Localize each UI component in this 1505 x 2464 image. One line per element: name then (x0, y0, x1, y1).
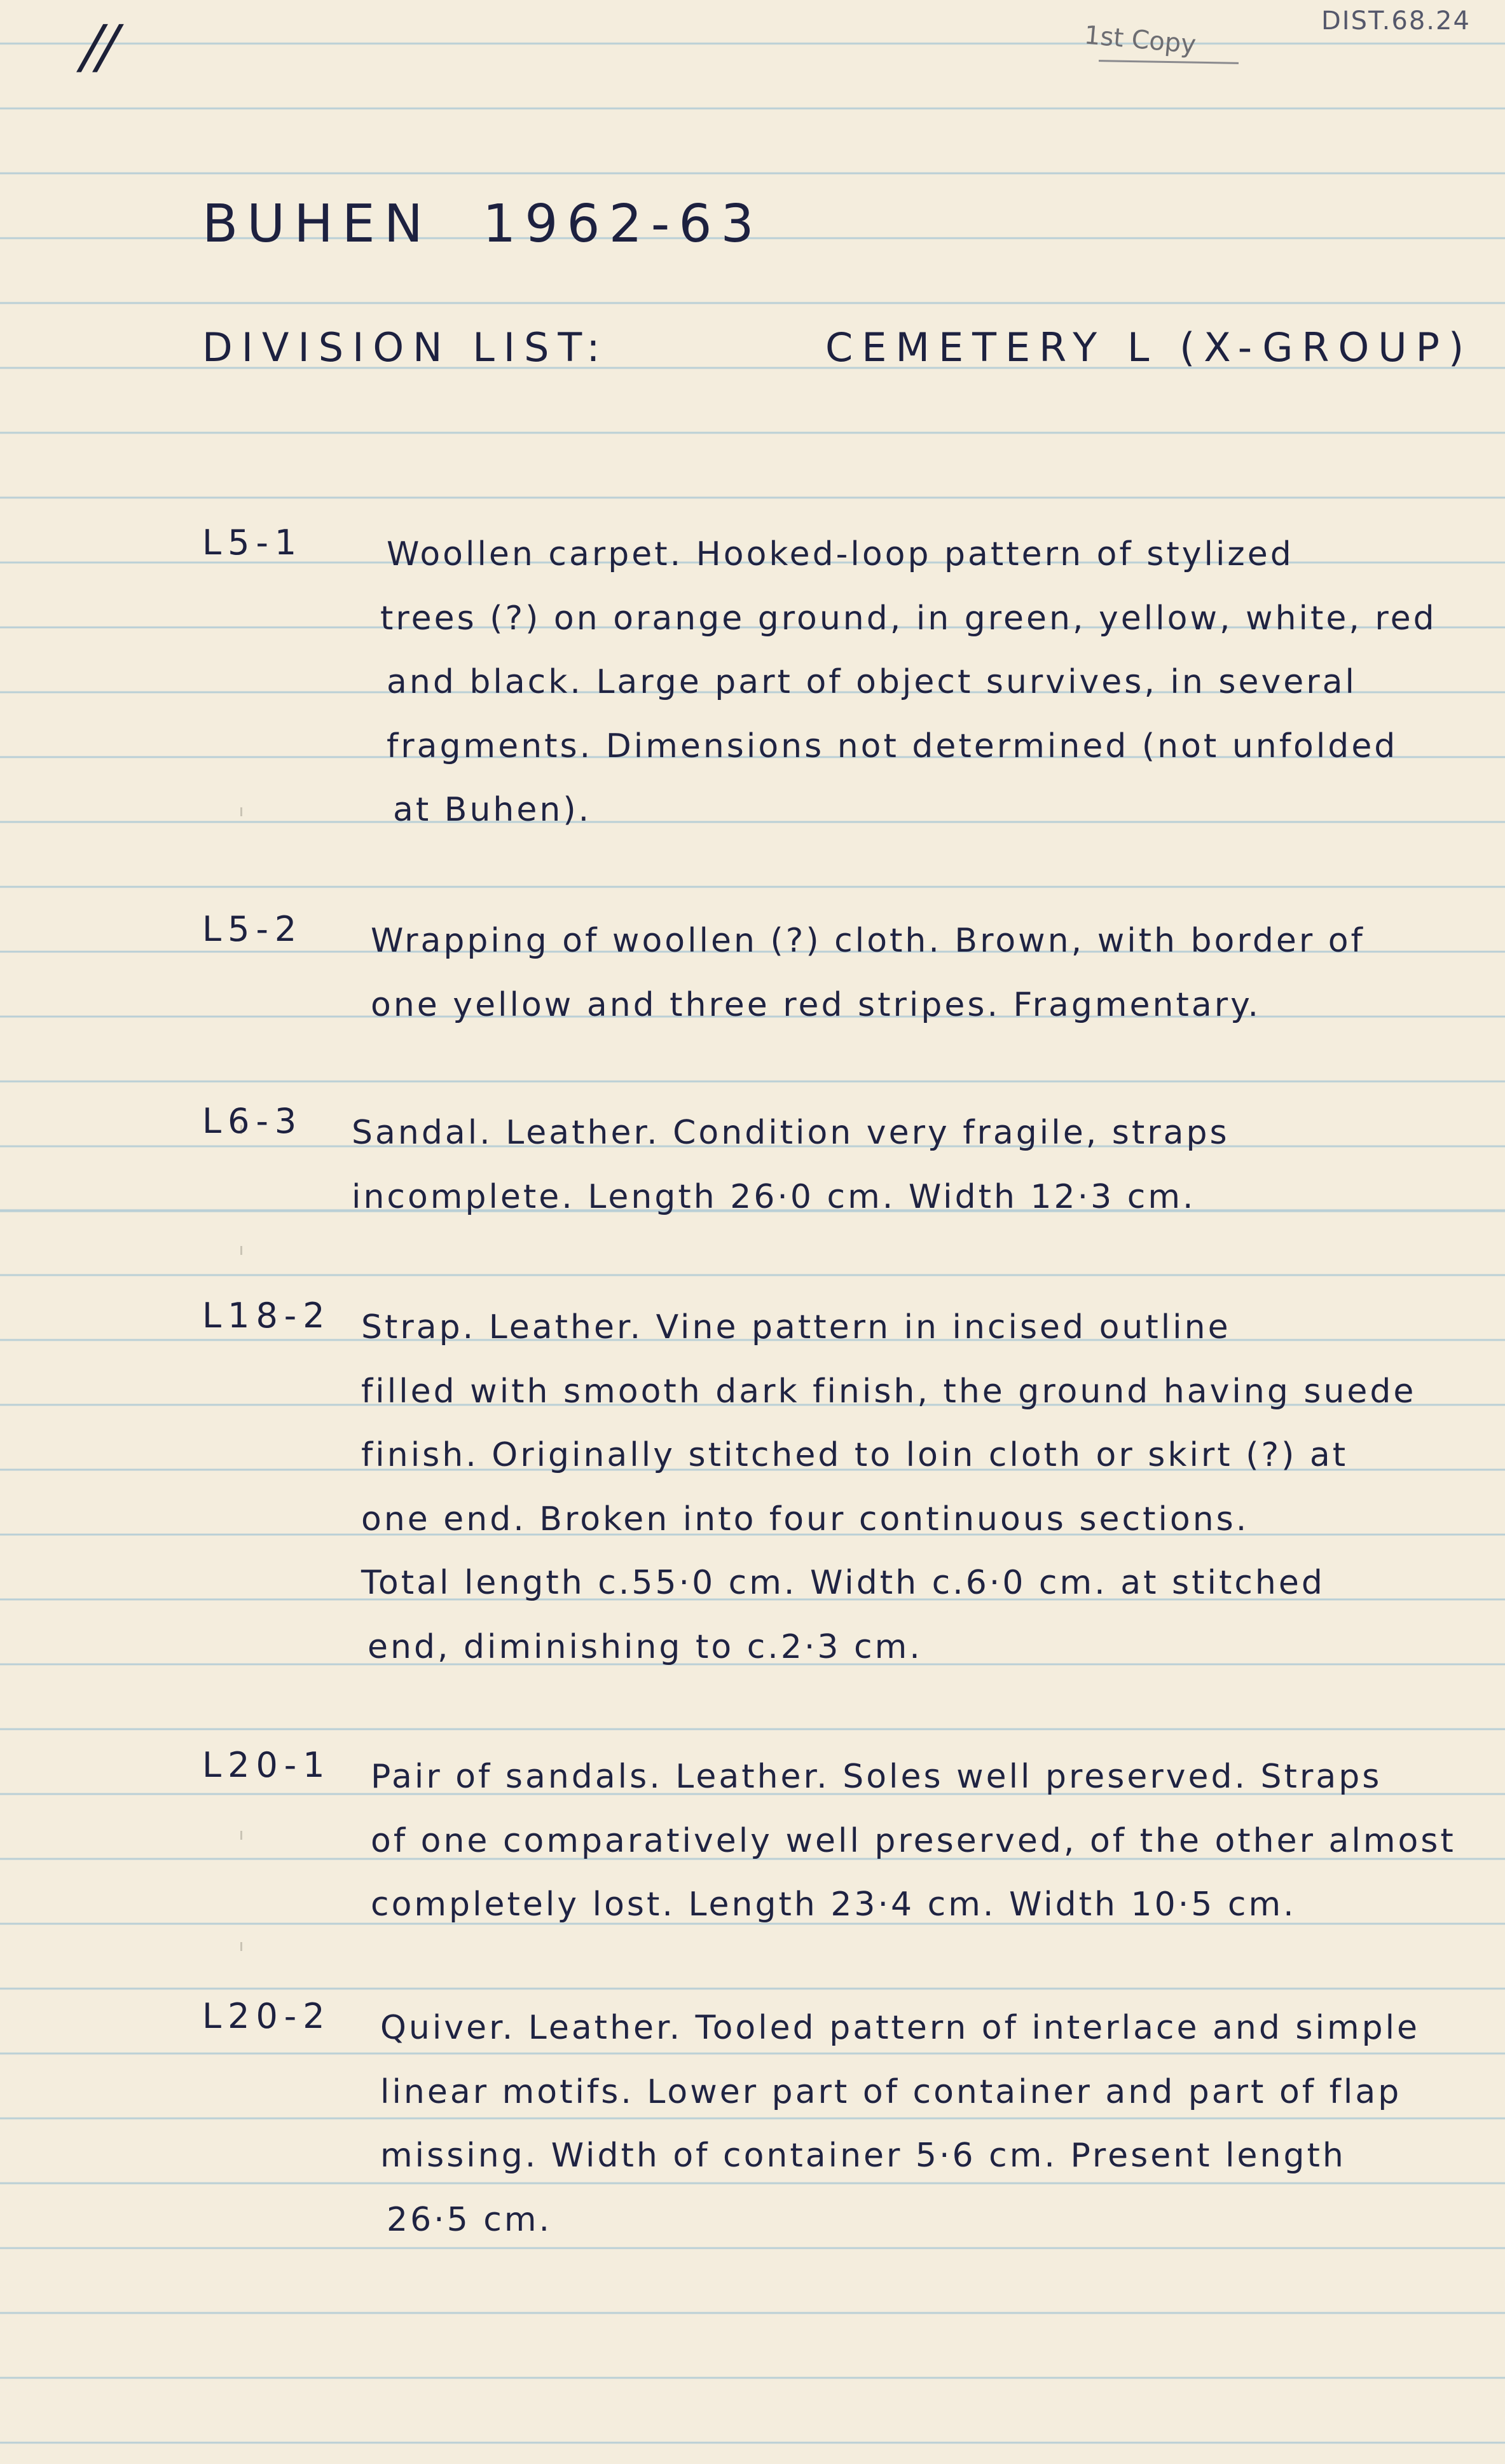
margin-tick (240, 1942, 242, 1951)
cemetery-label: CEMETERY L (X-GROUP) (825, 324, 1473, 371)
description-line: of one comparatively well preserved, of the other almost (371, 1821, 1456, 1860)
entry-description (352, 1101, 1230, 1229)
list-heading (202, 324, 1473, 371)
site-name: BUHEN (202, 194, 432, 254)
description-line: Total length c.55·0 cm. Width c.6·0 cm. at stitched (361, 1564, 1325, 1602)
description-line: Sandal. Leather. Condition very fragile, straps (352, 1114, 1230, 1152)
margin-tick (240, 1246, 242, 1255)
description-line: and black. Large part of object survives, in several (387, 663, 1357, 701)
description-line: at Buhen). (393, 791, 592, 829)
description-line: one end. Broken into four continuous sections. (361, 1500, 1249, 1538)
description-line: filled with smooth dark finish, the ground having suede (361, 1372, 1417, 1411)
description-line: Quiver. Leather. Tooled pattern of interlace and simple (380, 2009, 1420, 2047)
description-line: finish. Originally stitched to loin cloth or skirt (?) at (361, 1436, 1349, 1474)
margin-tick (240, 1831, 242, 1840)
description-line: 26·5 cm. (387, 2200, 553, 2239)
description-line: end, diminishing to c.2·3 cm. (368, 1627, 923, 1666)
dist-code: DIST.68.24 (1321, 6, 1471, 36)
description-line: fragments. Dimensions not determined (not unfolded (387, 727, 1398, 765)
description-line: linear motifs. Lower part of container and part of flap (380, 2072, 1402, 2111)
description-line: trees (?) on orange ground, in green, yellow, white, red (380, 599, 1437, 638)
copy-note-underline (1099, 60, 1239, 64)
entry-number: L6-3 (202, 1101, 303, 1141)
entry-description (371, 1745, 1456, 1937)
description-line: Strap. Leather. Vine pattern in incised outline (361, 1308, 1231, 1346)
division-list-label: DIVISION LIST: (202, 324, 609, 371)
entry-number: L20-1 (202, 1745, 331, 1785)
description-line: missing. Width of container 5·6 cm. Present length (380, 2137, 1346, 2175)
description-line: completely lost. Length 23·4 cm. Width 10·5 cm. (371, 1886, 1296, 1924)
season: 1962-63 (483, 194, 763, 254)
margin-tick (240, 807, 242, 816)
entry-description (361, 1296, 1416, 1679)
entry-number: L18-2 (202, 1296, 331, 1336)
entry-description (371, 909, 1365, 1037)
copy-note: 1st Copy (1083, 20, 1197, 60)
page-title (202, 194, 814, 254)
description-line: one yellow and three red stripes. Fragmentary. (371, 985, 1261, 1024)
description-line: Wrapping of woollen (?) cloth. Brown, with border of (371, 922, 1365, 960)
entry-description (380, 523, 1437, 842)
description-line: Woollen carpet. Hooked-loop pattern of stylized (387, 535, 1294, 573)
corner-mark: // (74, 13, 123, 81)
description-line: incomplete. Length 26·0 cm. Width 12·3 cm. (352, 1177, 1196, 1216)
entry-number: L5-2 (202, 909, 303, 949)
entry-number: L5-1 (202, 523, 303, 563)
entry-number: L20-2 (202, 1996, 331, 2036)
description-line: Pair of sandals. Leather. Soles well preserved. Straps (371, 1758, 1382, 1796)
entry-description (380, 1996, 1420, 2252)
